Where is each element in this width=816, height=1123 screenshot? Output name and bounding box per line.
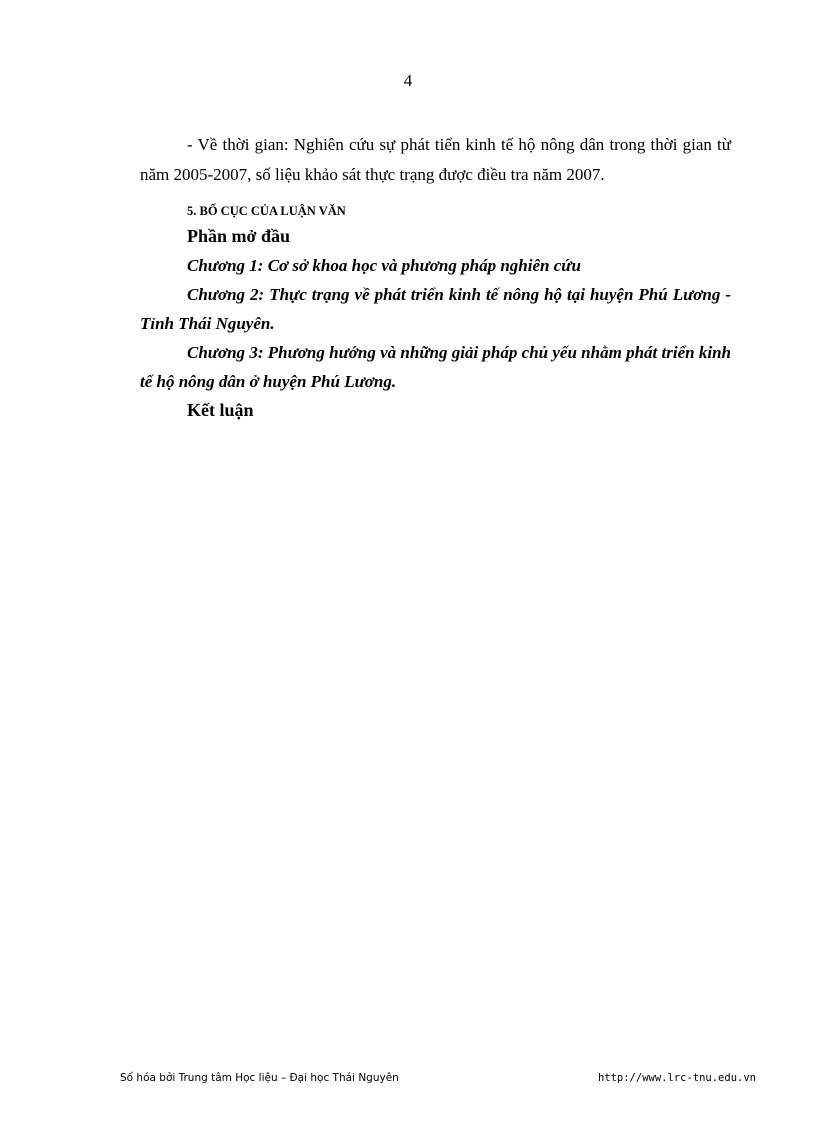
outline-item-chapter-1: Chương 1: Cơ sở khoa học và phương pháp nghiên cứu (187, 256, 581, 275)
time-scope-paragraph: - Về thời gian: Nghiên cứu sự phát tiển kinh tế hộ nông dân trong thời gian từ năm 2005-2007, số liệu khảo sát thực trạng được điều tra năm 2007. (140, 135, 731, 184)
section-heading: 5. BỐ CỤC CỦA LUẬN VĂN (187, 204, 346, 218)
outline-item-chapter-2: Chương 2: Thực trạng về phát triển kinh tế nông hộ tại huyện Phú Lương - Tỉnh Thái Nguyên. (140, 285, 731, 333)
outline-item-chapter-3: Chương 3: Phương hướng và những giải pháp chủ yếu nhằm phát triển kinh tế hộ nông dân ở huyện Phú Lương. (140, 343, 731, 391)
footer-url-link[interactable]: http://www.lrc-tnu.edu.vn (597, 1072, 756, 1084)
outline-item-conclusion: Kết luận (187, 400, 254, 420)
page-number: 4 (403, 71, 413, 90)
document-body (140, 130, 731, 425)
footer-source-text: Số hóa bởi Trung tâm Học liệu – Đại học Thái Nguyên (120, 1072, 399, 1084)
outline-item-introduction: Phần mở đầu (187, 226, 290, 246)
